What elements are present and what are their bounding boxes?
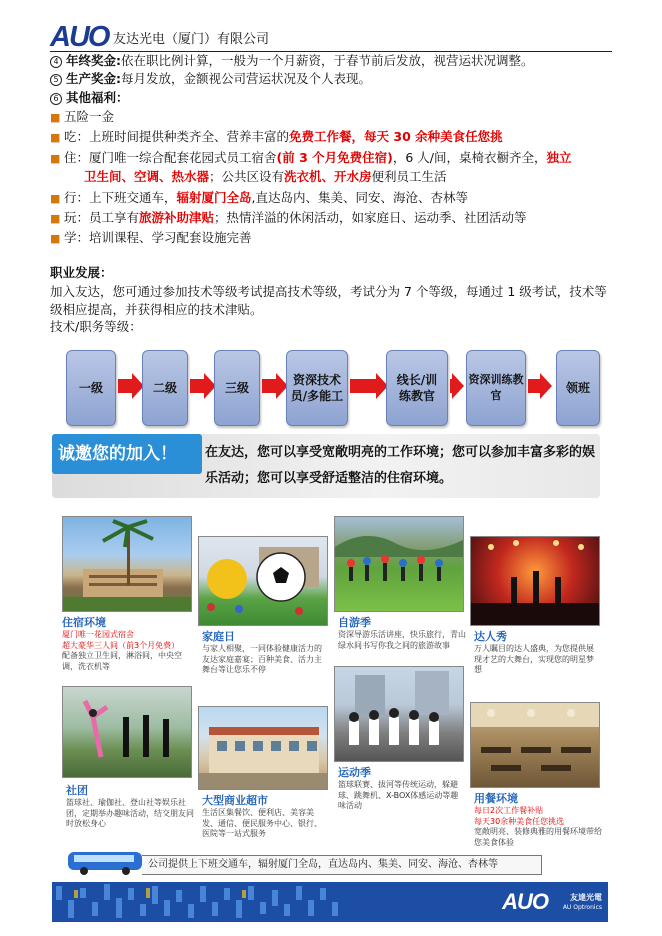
talent-show-title: 达人秀 [474,630,507,643]
level-4-box: 资深技术员/多能工 [286,350,348,426]
level-7-box: 领班 [556,350,600,426]
item-label: 其他福利： [66,90,129,105]
housing-line: 超大豪华三人间（前3个月免费） [62,640,180,650]
bullet-icon: ■ [50,111,61,124]
bullet-icon: ■ [50,152,61,165]
bullet-icon: ■ [50,192,61,205]
trip-text: 资深导游乐活讲座，快乐旅行，青山绿水间书写你我之间的旅游故事 [338,630,466,650]
benefit-play [50,209,616,228]
family-day-text: 与家人相聚，一同体验健康活力的友达家庭嘉宴；百种美食、活力主舞台等让您乐不停 [202,644,322,674]
family-day-title: 家庭日 [202,630,235,643]
club-photo [62,686,192,778]
benefit-text: ；公共区设有 [209,169,285,184]
sport-illustration [335,667,464,762]
benefit-text: 五险一金 [64,109,115,124]
housing-line: 厦门唯一花园式宿舍 [62,630,134,639]
trip-title: 自游季 [338,616,371,629]
circled-number: 4 [50,56,62,68]
benefit-learn [50,229,616,248]
housing-text [62,630,194,672]
benefit-text: 吃：上班时间提供种类齐全、营养丰富的 [64,129,290,144]
dining-photo [470,702,600,788]
auo-logo: AUO [50,21,109,53]
level-5-box: 线长/训练教官 [386,350,448,426]
club-illustration [63,687,192,778]
benefit-text: ,直达岛内、集美、同安、海沧、杏林等 [251,190,469,205]
dining-line: 宽敞明亮、装修典雅的用餐环境带给您美食体验 [474,827,602,847]
level-6-box: 资深训练教官 [466,350,526,426]
footer-company-sub: AU Optronics [562,904,602,911]
circled-number: 6 [50,93,62,105]
benefit-eat [50,128,616,147]
item-label: 生产奖金: [66,71,121,86]
club-text: 篮球社、瑜伽社、登山社等娱乐社团，定期举办趣味活动，结交朋友同时放松身心 [66,798,194,828]
mall-illustration [199,707,328,790]
bus-info: 公司提供上下班交通车，辐射厦门全岛，直达岛内、集美、同安、海沧、杏林等 [142,855,542,875]
dining-illustration [471,703,600,788]
footer-logo: AUO [502,889,548,914]
talent-show-illustration [471,537,600,626]
level-2-box: 二级 [142,350,188,426]
benefit-highlight: 独立 [546,150,572,165]
sport-photo [334,666,464,762]
bullet-icon: ■ [50,212,61,225]
item-text: 依在职比例计算，一般为一个月薪资，于春节前后发放，视营运状况调整。 [121,53,534,68]
other-benefits-heading [50,89,616,107]
dining-title: 用餐环境 [474,792,518,805]
benefit-text: ，6 人/间，桌椅衣橱齐全， [392,150,547,165]
mall-text: 生活区集餐饮、便利店、美容美发、通信、便民服务中心、银行、医院等一站式服务 [202,808,322,838]
trip-photo [334,516,464,612]
talent-show-text: 万人瞩目的达人盛典，为您提供展现才艺的大舞台，实现您的明星梦想 [474,644,594,674]
bullet-icon: ■ [50,232,61,245]
dining-text [474,806,602,848]
benefit-text: 玩：员工享有 [64,210,140,225]
mall-title: 大型商业超市 [202,794,268,807]
benefit-highlight: 旅游补助津贴 [139,210,215,225]
bus-icon [66,850,146,876]
dining-line: 每天30余种美食任您挑选 [474,816,565,826]
mall-photo [198,706,328,790]
sport-title: 运动季 [338,766,371,779]
page-header [50,22,612,52]
housing-title: 住宿环境 [62,616,106,629]
benefit-text: 行：上下班交通车， [64,190,177,205]
levels-label: 技术/职务等级： [50,319,142,334]
year-end-bonus [50,52,616,70]
production-bonus [50,70,616,88]
benefit-highlight: 卫生间、空调、热水器 [84,169,210,184]
housing-photo [62,516,192,612]
benefit-text: 便利员工生活 [371,169,447,184]
club-title: 社团 [66,784,88,797]
footer-pattern [52,882,432,922]
benefit-live [50,149,616,168]
dining-line: 每日2次工作餐补贴 [474,806,544,815]
career-paragraph: 加入友达，您可通过参加技术等级考试提高技术等级，考试分为 7 个等级，每通过 1 级考试，技术等级相应提高，并获得相应的技术津贴。 [50,284,607,317]
benefit-text: 学：培训课程、学习配套设施完善 [64,230,252,245]
family-day-photo [198,536,328,626]
company-name: 友达光电（厦门）有限公司 [113,32,270,47]
sport-text: 篮球联赛、拔河等传统运动，躲避球、跳舞机、X-BOX体感运动等趣味活动 [338,780,459,810]
level-flow-chart [66,350,600,426]
invite-text: 在友达，您可以享受宽敞明亮的工作环境；您可以参加丰富多彩的娱乐活动；您可以享受舒适整洁的住宿环境。 [205,445,596,486]
talent-show-photo [470,536,600,626]
invite-title: 诚邀您的加入！ [52,434,202,474]
level-3-box: 三级 [214,350,260,426]
circled-number: 5 [50,74,62,86]
benefit-highlight: 免费工作餐，每天 30 余种美食任您挑 [289,129,503,144]
benefit-highlight: 洗衣机、开水房 [284,169,372,184]
benefit-go [50,189,616,208]
footer-band [52,882,608,922]
invite-banner [52,434,600,498]
benefit-text: ；热情洋溢的休闲活动，如家庭日、运动季、社团活动等 [214,210,527,225]
benefit-insurance [50,108,616,127]
footer-company-name: 友達光電 [570,893,602,902]
item-label: 年终奖金: [66,53,121,68]
bullet-icon: ■ [50,131,61,144]
benefit-highlight: (前 3 个月免费住宿) [276,150,393,165]
benefit-highlight: 辐射厦门全岛 [176,190,252,205]
benefit-live-cont [50,168,616,186]
benefit-text: 住：厦门唯一综合配套花园式员工宿舍 [64,150,277,165]
trip-illustration [335,517,464,612]
housing-line: 配备独立卫生间，淋浴间，中央空调，洗衣机等 [62,651,182,671]
item-text: 每月发放，金额视公司营运状况及个人表现。 [121,71,372,86]
career-heading: 职业发展： [50,265,113,280]
level-1-box: 一级 [66,350,116,426]
family-day-illustration [199,537,328,626]
housing-illustration [63,517,192,612]
